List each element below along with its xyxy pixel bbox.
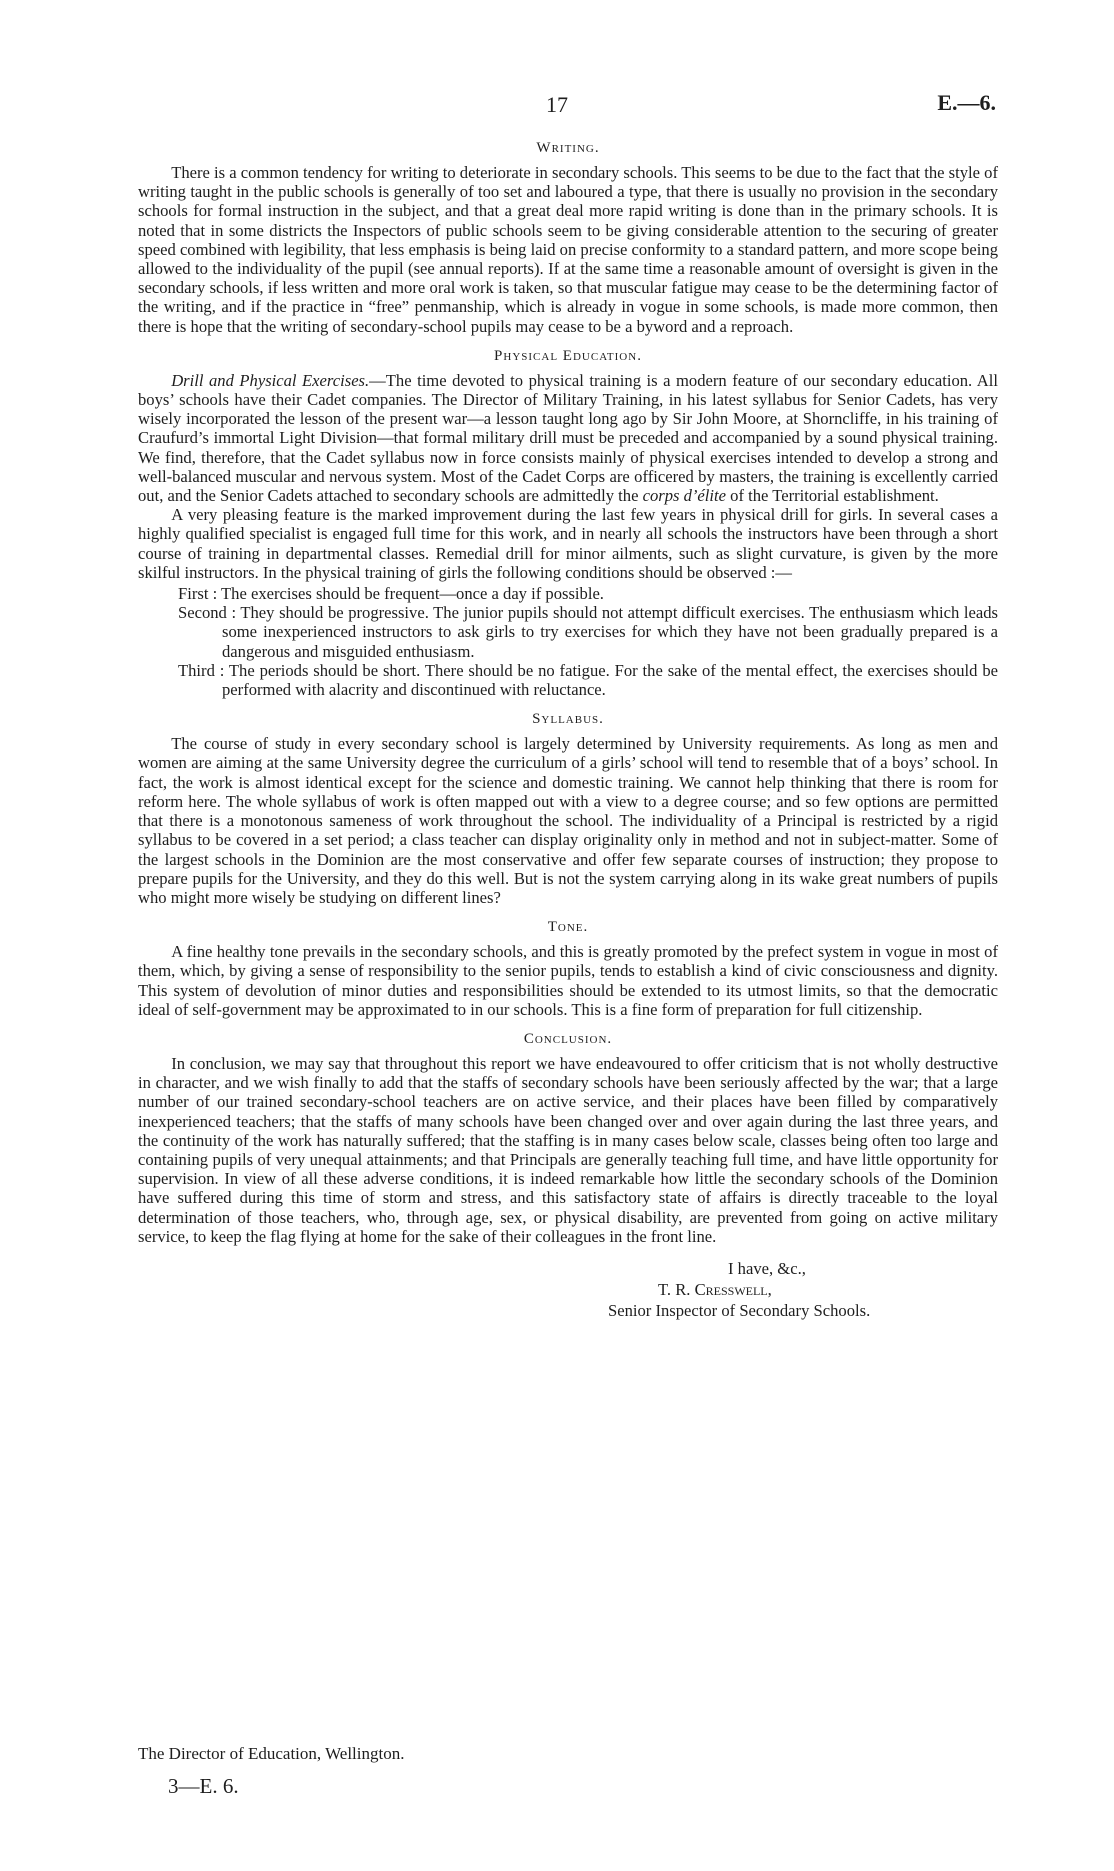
- paragraph-conclusion: In conclusion, we may say that throughout this report we have endeavoured to offer criticism that is not wholly destructive in character, and we wish finally to add that the staffs of secondary schools have been seriously affected by the war; that a large number of our trained secondary-school teachers are on active service, and their places have been filled by comparatively inexperienced teachers; that the staffs of many schools have been changed over and over again during the last three years, and the continuity of the work has naturally suffered; that the staffing is in many cases below scale, classes being often too large and containing pupils of very unequal attainments; and that Principals are generally teaching full time, and have little opportunity for supervision. In view of all these adverse conditions, it is indeed remarkable how little the secondary schools of the Dominion have suffered during this time of storm and stress, and this satisfactory state of affairs is directly traceable to the loyal determination of those teachers, who, through age, sex, or physical disability, are prevented from going on active military service, to keep the flag flying at home for the sake of their colleagues in the front line.: [138, 1053, 998, 1246]
- condition-third: Third : The periods should be short. There should be no fatigue. For the sake of the mental effect, the exercises should be performed with alacrity and discontinued with reluctance.: [178, 660, 998, 700]
- section-physical-education: [138, 348, 998, 699]
- paragraph-writing: There is a common tendency for writing to deteriorate in secondary schools. This seems to be due to the fact that the style of writing taught in the public schools is generally of too set and laboured a type, that there is usually no provision in the secondary schools for formal instruction in the subject, and that a great deal more rapid writing is done than in the primary schools. It is noted that in some districts the Inspectors of public schools seem to be giving considerable attention to the securing of greater speed combined with legibility, that less emphasis is being laid on precise conformity to a standard pattern, and more scope being allowed to the individuality of the pupil (see annual reports). If at the same time a reasonable amount of oversight is given in the secondary schools, if less written and more oral work is taken, so that muscular fatigue may cease to be the determining factor of the writing, and if the practice in “free” penmanship, which is already in vogue in some schools, is made more common, then there is hope that the writing of secondary-school pupils may cease to be a byword and a reproach.: [138, 163, 998, 336]
- section-heading-syllabus: Syllabus.: [532, 711, 604, 728]
- condition-first: First : The exercises should be frequent—once a day if possible.: [178, 584, 604, 604]
- section-conclusion: [138, 1031, 998, 1246]
- addressee: The Director of Education, Wellington.: [138, 1744, 405, 1763]
- section-heading-writing: Writing.: [536, 140, 600, 156]
- signoff: [608, 1258, 998, 1321]
- paragraph-syllabus: The course of study in every secondary school is largely determined by University requirements. As long as men and women are aiming at the same University degree the curriculum of a girls’ school will tend to resemble that of a boys’ school. In fact, the work is almost identical except for the science and domestic training. We cannot help thinking that there is room for reform here. The whole syllabus of work is often mapped out with a view to a degree course; and so few options are permitted that there is a monotonous sameness of work throughout the school. The individuality of a Principal is restricted by a rigid syllabus to be covered in a set period; a class teacher can display originality only in method and not in subject-matter. Some of the largest schools in the Dominion are the most conservative and offer few separate courses of instruction; they propose to prepare pupils for the University, and they do this well. But is not the system carrying along in its wake great numbers of pupils who might more wisely be studying on different lines?: [138, 734, 998, 907]
- section-tone: [138, 919, 998, 1019]
- closing-salutation: I have, &c.,: [728, 1258, 806, 1278]
- signatory-name: T. R. Cresswell,: [658, 1279, 772, 1299]
- signatory-title: Senior Inspector of Secondary Schools.: [608, 1300, 871, 1320]
- document-body: [138, 140, 998, 1321]
- drill-text-b: of the Territorial establishment.: [726, 486, 939, 506]
- section-heading-physical-education: Physical Education.: [494, 347, 642, 364]
- conditions-list: [178, 584, 998, 699]
- section-syllabus: [138, 711, 998, 907]
- paragraph-tone: A fine healthy tone prevails in the secondary schools, and this is greatly promoted by the prefect system in vogue in most of them, which, by giving a sense of responsibility to the senior pupils, tends to establish a kind of civic consciousness and dignity. This system of devolution of minor duties and responsibilities should be extended to its utmost limits, so that the democratic ideal of self-government may be approximated to in our schools. This is a fine form of preparation for full citizenship.: [138, 942, 998, 1019]
- section-heading-tone: Tone.: [547, 919, 589, 936]
- drill-text-a: —The time devoted to physical training is a modern feature of our secondary education. All boys’ schools have their Cadet companies. The Director of Military Training, in his latest syllabus for Senior Cadets, has very wisely incorporated the lesson of the present war—a lesson taught long ago by Sir John Moore, at Shorncliffe, in his training of Craufurd’s immortal Light Division—that formal military drill must be preceded and accompanied by a sound physical training. We find, therefore, that the Cadet syllabus now in force consists mainly of physical exercises intended to develop a strong and well-balanced muscular and nervous system. Most of the Cadet Corps are officered by masters, the training is excellently carried out, and the Senior Cadets attached to secondary schools are admittedly the: [138, 370, 999, 506]
- section-heading-conclusion: Conclusion.: [523, 1030, 613, 1047]
- page-number: 17: [546, 92, 568, 117]
- drill-lead: Drill and Physical Exercises.: [171, 370, 370, 390]
- condition-second: Second : They should be progressive. The junior pupils should not attempt difficult exercises. The enthusiasm which leads some inexperienced instructors to ask girls to try exercises for which they have not been gradually prepared is a dangerous and misguided enthusiasm.: [178, 603, 998, 661]
- drill-italic-term: corps d’élite: [642, 486, 726, 506]
- document-reference: E.—6.: [937, 90, 996, 115]
- footer-reference: 3—E. 6.: [168, 1774, 239, 1798]
- paragraph-drill: [138, 371, 998, 505]
- section-writing: [138, 140, 998, 336]
- paragraph-girls-drill: A very pleasing feature is the marked improvement during the last few years in physical drill for girls. In several cases a highly qualified specialist is engaged full time for this work, and in nearly all schools the instructors have been through a short course of training in departmental classes. Remedial drill for minor ailments, such as slight curvature, is given by the more skilful instructors. In the physical training of girls the following conditions should be observed :—: [138, 505, 998, 582]
